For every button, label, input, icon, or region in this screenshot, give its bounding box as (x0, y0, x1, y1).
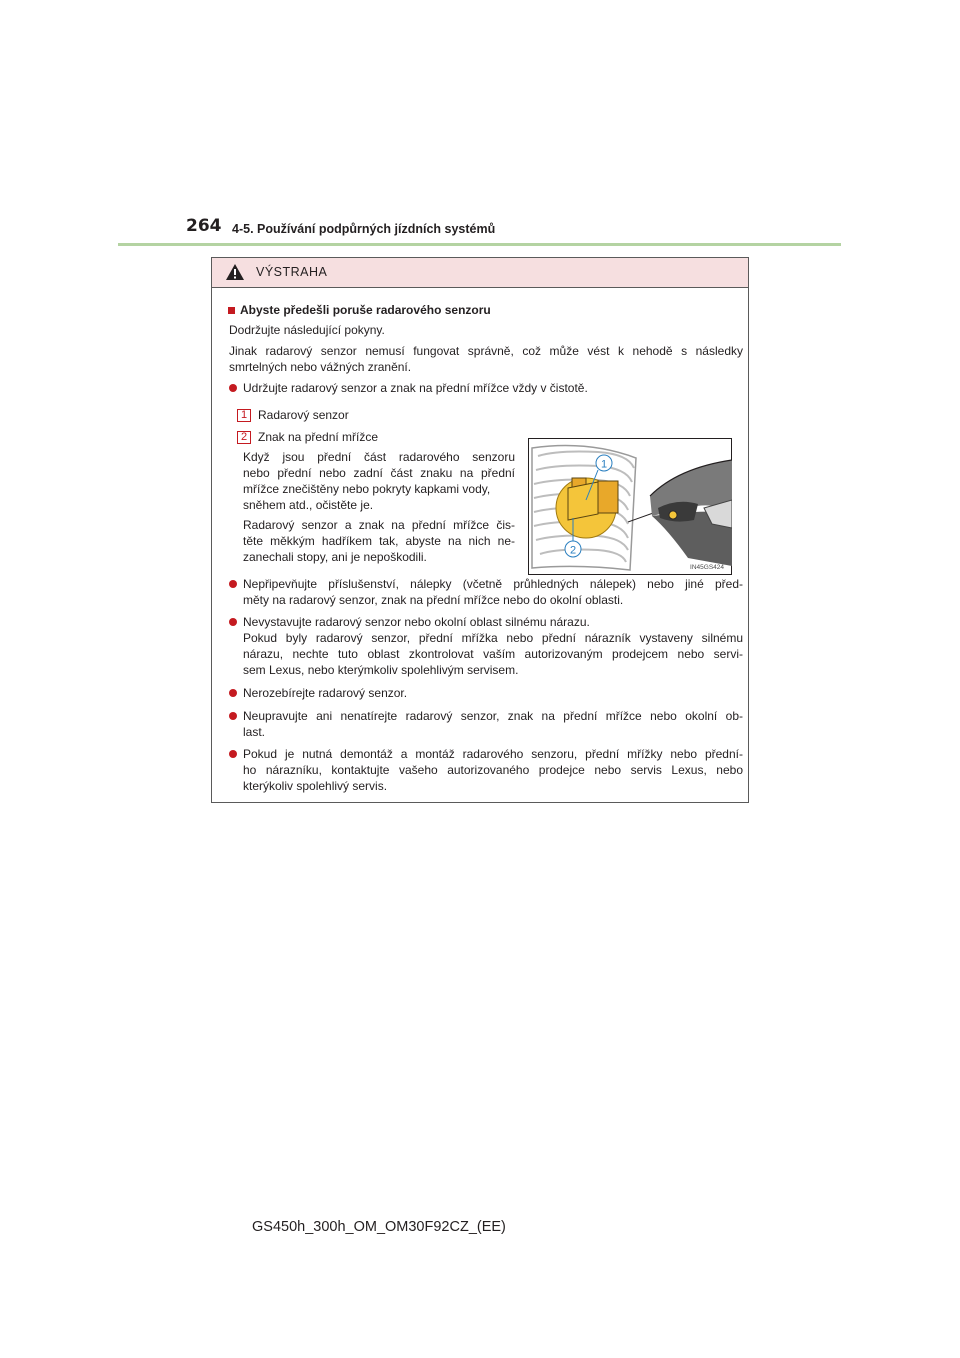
figure-callout-2: 2 (569, 544, 577, 557)
footer-code: GS450h_300h_OM_OM30F92CZ_(EE) (252, 1219, 506, 1235)
clean-note-1d: sněhem atd., očistěte je. (243, 498, 374, 512)
bullet-4-line-2: last. (243, 725, 266, 739)
bullet-5-line-2: ho nárazníku, kontaktujte vašeho autorizovaného prodejce nebo servis Lexus, nebo (243, 763, 743, 777)
page-number: 264 (186, 216, 222, 236)
clean-note-2b: těte měkkým hadříkem tak, abyste na nich ne- (243, 534, 515, 548)
section-title: 4-5. Používání podpůrných jízdních systémů (232, 222, 496, 236)
clean-note-1b: nebo přední nebo zadní část znaku na přední (243, 466, 515, 480)
bullet-2-line-2: Pokud byly radarový senzor, přední mřížka nebo přední nárazník vystaveny silnému (243, 631, 743, 645)
clean-note-2c: zanechali stopy, ani je nepoškodili. (243, 550, 427, 564)
clean-note-1a: Když jsou přední část radarového senzoru (243, 450, 515, 464)
circle-bullet-icon (229, 712, 237, 720)
circle-bullet-icon (229, 750, 237, 758)
bullet-2-line-3: nárazu, nechte tuto oblast zkontrolovat vaším autorizovaným prodejcem nebo servi- (243, 647, 743, 661)
intro-line-2a: Jinak radarový senzor nemusí fungovat správně, což může vést k nehodě s následky (229, 344, 743, 358)
circle-bullet-icon (229, 689, 237, 697)
radar-sensor-figure (528, 438, 732, 575)
header-rule (118, 243, 841, 246)
circle-bullet-icon (229, 384, 237, 392)
square-bullet-icon (228, 307, 235, 314)
bullet-2-line-4: sem Lexus, nebo kterýmkoliv spolehlivým servisem. (243, 663, 519, 677)
figure-code: IN45GS424 (690, 564, 724, 571)
bullet-3-line-1: Nerozebírejte radarový senzor. (243, 686, 408, 700)
circle-bullet-icon (229, 580, 237, 588)
bullet-5-line-3: kterýkoliv spolehlivý servis. (243, 779, 388, 793)
bullet-1-line-2: měty na radarový senzor, znak na přední mřížce nebo do okolní oblasti. (243, 593, 624, 607)
bullet-4-line-1: Neupravujte ani nenatírejte radarový senzor, znak na přední mřížce nebo okolní ob- (243, 709, 743, 723)
circle-bullet-icon (229, 618, 237, 626)
callout-2-icon: 2 (237, 431, 251, 444)
legend-1: Radarový senzor (258, 408, 349, 422)
warning-header (212, 258, 748, 288)
intro-line-1: Dodržujte následující pokyny. (229, 323, 385, 337)
clean-note-1c: mřížce znečištěny nebo pokryty kapkami vody, (243, 482, 491, 496)
bullet-clean: Udržujte radarový senzor a znak na přední mřížce vždy v čistotě. (243, 381, 588, 395)
warning-triangle-icon (226, 264, 244, 280)
bullet-1-line-1: Nepřipevňujte příslušenství, nálepky (včetně průhledných nálepek) nebo jiné před- (243, 577, 743, 591)
figure-callout-1: 1 (600, 458, 608, 471)
warning-box (211, 257, 749, 803)
callout-1-icon: 1 (237, 409, 251, 422)
warning-heading: Abyste předešli poruše radarového senzoru (240, 303, 491, 317)
legend-2: Znak na přední mřížce (258, 430, 379, 444)
bullet-5-line-1: Pokud je nutná demontáž a montáž radarového senzoru, přední mřížky nebo přední- (243, 747, 743, 761)
clean-note-2a: Radarový senzor a znak na přední mřížce čis- (243, 518, 515, 532)
intro-line-2b: smrtelných nebo vážných zranění. (229, 360, 412, 374)
bullet-2-line-1: Nevystavujte radarový senzor nebo okolní oblast silnému nárazu. (243, 615, 590, 629)
warning-title: VÝSTRAHA (256, 265, 328, 279)
